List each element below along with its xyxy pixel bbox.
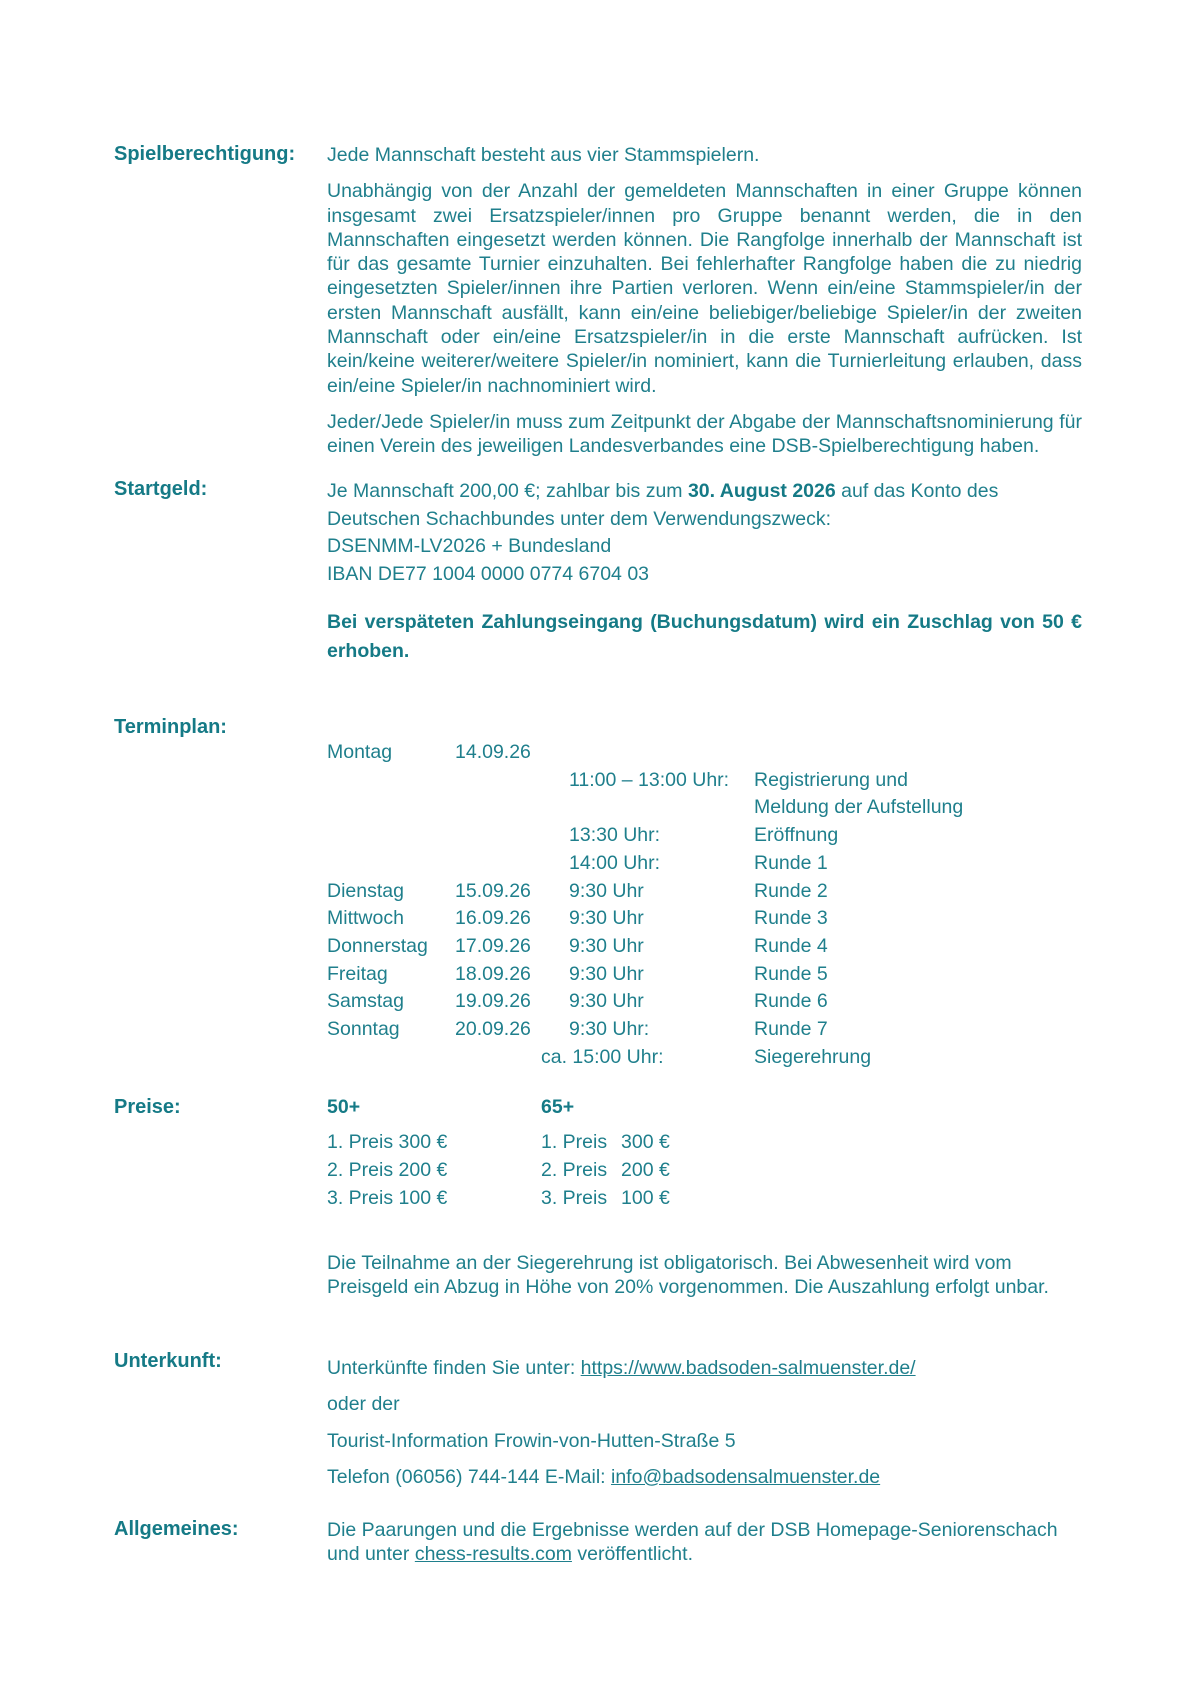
prize-65-3-place: 3. Preis [541, 1187, 608, 1209]
schedule-event: Runde 6 [754, 990, 828, 1013]
section-allgemeines [327, 1518, 1087, 1567]
schedule-day: Sonntag [327, 1018, 400, 1040]
unterkunft-text: Unterkünfte finden Sie unter: [327, 1357, 581, 1379]
prize-50-2: 2. Preis 200 € [327, 1159, 448, 1181]
startgeld-line-1 [327, 478, 1082, 506]
schedule-time: 9:30 Uhr [569, 907, 644, 930]
schedule-event: Runde 7 [754, 1018, 828, 1040]
schedule-day: Mittwoch [327, 907, 404, 930]
label-unterkunft: Unterkunft: [114, 1350, 222, 1372]
verwendungszweck: DSENMM-LV2026 + Bundesland [327, 535, 612, 557]
schedule-day: Dienstag [327, 879, 404, 902]
prize-50-1: 1. Preis 300 € [327, 1131, 448, 1153]
deadline-date: 30. August 2026 [687, 480, 836, 502]
schedule-event: Runde 3 [754, 907, 828, 930]
schedule-event: Runde 4 [754, 934, 828, 957]
schedule-date: 17.09.26 [455, 934, 531, 957]
unterkunft-line-1 [327, 1350, 1082, 1386]
startgeld-line-2: Deutschen Schachbundes unter dem Verwendungszweck: [327, 507, 832, 530]
late-payment-notice: Bei verspäteten Zahlungseingang (Buchungsdatum) wird ein Zuschlag von 50 € erhoben. [327, 611, 1082, 662]
prize-65-1-amount: 300 € [621, 1131, 670, 1153]
schedule-time: 13:30 Uhr: [569, 824, 661, 847]
schedule-event: Runde 1 [754, 851, 828, 874]
label-startgeld: Startgeld: [114, 478, 208, 500]
schedule-date: 15.09.26 [455, 879, 531, 902]
schedule-event: Eröffnung [754, 824, 839, 847]
schedule-time: 9:30 Uhr: [569, 1018, 650, 1040]
schedule-date: 20.09.26 [455, 1018, 531, 1040]
prize-group-50-title: 50+ [327, 1096, 361, 1118]
section-unterkunft [327, 1350, 1082, 1495]
iban: IBAN DE77 1004 0000 0774 6704 03 [327, 562, 650, 585]
tourist-info-address: Tourist-Information Frowin-von-Hutten-Straße 5 [327, 1429, 736, 1452]
unterkunft-contact [327, 1459, 1082, 1495]
paragraph-stammspieler: Jede Mannschaft besteht aus vier Stammspielern. [327, 144, 760, 166]
schedule-event: Registrierung und [754, 768, 908, 791]
schedule-time: 9:30 Uhr [569, 934, 644, 957]
schedule-time: 9:30 Uhr [569, 879, 644, 902]
schedule-time: ca. 15:00 Uhr: [541, 1045, 664, 1068]
schedule-event: Siegerehrung [754, 1045, 872, 1068]
schedule-time: 9:30 Uhr [569, 962, 644, 985]
schedule-time: 9:30 Uhr [569, 990, 644, 1013]
phone-text: Telefon (06056) 744-144 E-Mail: [327, 1465, 611, 1488]
schedule-day: Freitag [327, 962, 388, 985]
allgemeines-text-end: veröffentlicht. [571, 1543, 693, 1566]
startgeld-text-end: auf das Konto des [835, 480, 999, 502]
paragraph-ersatzspieler: Unabhängig von der Anzahl der gemeldeten Mannschaften in einer Gruppe können insgesamt zwei Ersatzspieler/innen pro Gruppe benannt werden, die in den Mannschaften eingesetzt werden können. Die Rangfolge innerhalb der Mannschaft ist für das gesamte Turnier einzuhalten. Bei fehlerhafter Rangfolge haben die zu niedrig eingesetzten Spieler/innen ihre Partien verloren. Wenn ein/eine Stammspieler/in der ersten Mannschaft ausfällt, kann ein/eine beliebiger/beliebige Spieler/in der zweiten Mannschaft oder ein/eine Ersatzspieler/in in die erste Mannschaft aufrücken. Ist kein/keine weiterer/weitere Spieler/in nominiert, kann die Turnierleitung erlauben, dass ein/eine Spieler/in nachnominiert wird. [327, 180, 1082, 397]
schedule-time: 11:00 – 13:00 Uhr: [569, 768, 730, 791]
prize-65-1-place: 1. Preis [541, 1131, 608, 1153]
startgeld-text: Je Mannschaft 200,00 €; zahlbar bis zum [327, 480, 688, 502]
prize-65-3-amount: 100 € [621, 1187, 670, 1209]
section-spielberechtigung [327, 143, 1082, 459]
prize-65-2-place: 2. Preis [541, 1159, 608, 1181]
prize-group-65-title: 65+ [541, 1096, 575, 1118]
schedule-event: Runde 2 [754, 879, 828, 902]
email-link[interactable]: info@badsodensalmuenster.de [611, 1465, 881, 1488]
schedule-day: Donnerstag [327, 934, 428, 957]
allgemeines-text: Die Paarungen und die Ergebnisse werden auf der DSB Homepage-Seniorenschach und unter [327, 1519, 1058, 1566]
schedule-day: Samstag [327, 990, 404, 1013]
label-preise: Preise: [114, 1096, 181, 1118]
label-allgemeines: Allgemeines: [114, 1518, 239, 1540]
section-startgeld [327, 478, 1082, 666]
schedule-day: Montag [327, 741, 393, 763]
schedule-event: Runde 5 [754, 962, 828, 985]
chess-results-link[interactable]: chess-results.com [414, 1543, 572, 1566]
label-terminplan: Terminplan: [114, 716, 227, 738]
schedule-date: 14.09.26 [455, 741, 531, 763]
paragraph-spielberechtigung: Jeder/Jede Spieler/in muss zum Zeitpunkt der Abgabe der Mannschaftsnominierung für einen Verein des jeweiligen Landesverbandes eine DSB-Spielberechtigung haben. [327, 410, 1082, 458]
website-link[interactable]: https://www.badsoden-salmuenster.de/ [580, 1357, 916, 1379]
prize-50-3: 3. Preis 100 € [327, 1187, 448, 1209]
label-spielberechtigung: Spielberechtigung: [114, 143, 296, 165]
schedule-date: 16.09.26 [455, 907, 531, 930]
schedule-date: 18.09.26 [455, 962, 531, 985]
schedule-date: 19.09.26 [455, 990, 531, 1013]
schedule-time: 14:00 Uhr: [569, 851, 661, 874]
prize-65-2-amount: 200 € [621, 1159, 670, 1181]
prize-note: Die Teilnahme an der Siegerehrung ist obligatorisch. Bei Abwesenheit wird vom Preisgeld ein Abzug in Höhe von 20% vorgenommen. Die Auszahlung erfolgt unbar. [327, 1252, 1049, 1299]
schedule-event: Meldung der Aufstellung [754, 796, 964, 819]
unterkunft-line-2: oder der [327, 1393, 400, 1416]
